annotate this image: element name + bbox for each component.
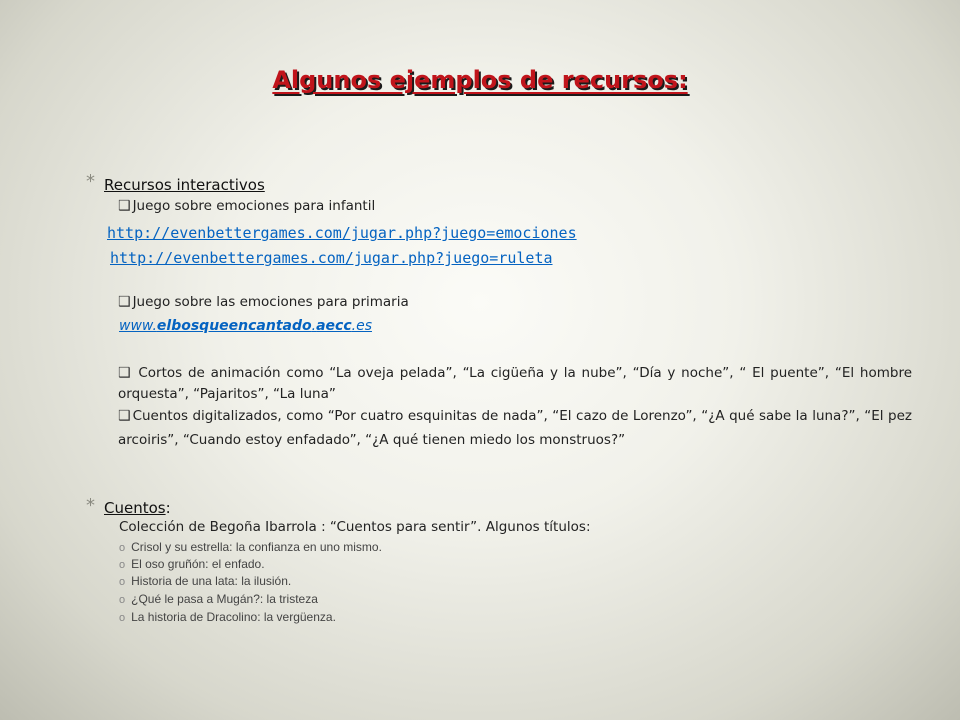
list-item-cuentos-digitalizados: ❑ Cuentos digitalizados, como “Por cuatro esquinitas de nada”, “El cazo de Lorenzo”, “¿A qué sabe la luna?”, “El pez arcoiris”, “Cuando estoy enfadado”, “¿A qué tienen miedo los monstruos?” [118, 408, 912, 448]
list-item-cuento: o La historia de Dracolino: la vergüenza. [119, 610, 336, 624]
link-elbosqueencantado[interactable]: www.elbosqueencantado.aecc.es [119, 318, 372, 334]
link-emociones[interactable]: http://evenbettergames.com/jugar.php?juego=emociones [107, 224, 577, 242]
link-ruleta[interactable]: http://evenbettergames.com/jugar.php?juego=ruleta [110, 249, 553, 267]
slide-title: Algunos ejemplos de recursos: [272, 66, 688, 94]
checkbox-bullet-icon: ❑ [118, 198, 131, 214]
bullet-star-icon: * [86, 171, 95, 192]
list-item-cuento: o El oso gruñón: el enfado. [119, 557, 265, 571]
section-heading-cuentos: Cuentos: [104, 499, 171, 517]
bullet-star-icon: * [86, 495, 95, 516]
circle-bullet-icon: o [119, 594, 126, 606]
list-item-emociones-primaria: ❑ Juego sobre las emociones para primaria [118, 294, 409, 310]
circle-bullet-icon: o [119, 542, 126, 554]
section-heading-interactive: Recursos interactivos [104, 176, 265, 194]
list-item-cuento: o Crisol y su estrella: la confianza en uno mismo. [119, 540, 382, 554]
list-item-cuento: o Historia de una lata: la ilusión. [119, 574, 292, 588]
circle-bullet-icon: o [119, 576, 126, 588]
checkbox-bullet-icon: ❑ [118, 408, 131, 424]
list-item-cuento: o ¿Qué le pasa a Mugán?: la tristeza [119, 592, 318, 606]
cuentos-intro: Colección de Begoña Ibarrola : “Cuentos para sentir”. Algunos títulos: [119, 519, 591, 535]
checkbox-bullet-icon: ❑ [118, 294, 131, 310]
checkbox-bullet-icon: ❑ [118, 365, 131, 381]
list-item-cortos: ❑ Cortos de animación como “La oveja pelada”, “La cigüeña y la nube”, “Día y noche”, “ El puente”, “El hombre orquesta”, “Pajaritos”, “La luna” [118, 365, 912, 402]
circle-bullet-icon: o [119, 559, 126, 571]
list-item-emociones-infantil: ❑ Juego sobre emociones para infantil [118, 198, 376, 214]
circle-bullet-icon: o [119, 612, 126, 624]
